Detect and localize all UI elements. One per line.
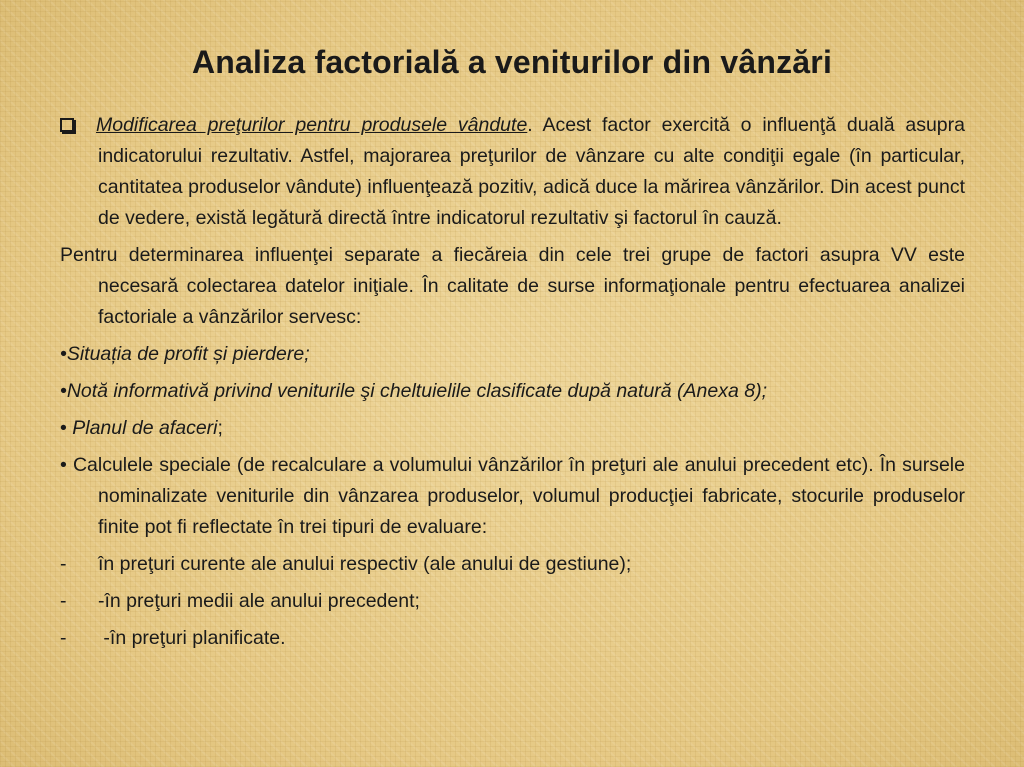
dash-mark: - xyxy=(60,590,67,612)
dash-item-planned-prices xyxy=(60,623,965,654)
dash-item-text: -în preţuri planificate. xyxy=(98,627,286,649)
dash-item-text: în preţuri curente ale anului respectiv (ale anului de gestiune); xyxy=(98,553,632,575)
bullet-mark: • xyxy=(60,417,73,439)
list-item-business-plan xyxy=(60,413,965,444)
dash-item-average-prices xyxy=(60,586,965,617)
paragraph-data-sources: Pentru determinarea influenţei separate a fiecăreia din cele trei grupe de factori asupra VV este necesară colectarea datelor iniţiale. În calitate de surse informaţionale pentru efectuarea analizei factoriale a vânzărilor servesc: xyxy=(60,244,965,328)
price-factor-heading: Modificarea preţurilor pentru produsele vândute xyxy=(96,114,528,136)
business-plan-end: ; xyxy=(217,417,223,439)
dash-item-current-prices xyxy=(60,549,965,580)
list-item-profit-loss: •Situația de profit și pierdere; xyxy=(60,343,310,365)
list-item-informative-note: •Notă informativă privind veniturile şi cheltuielile clasificate după natură (Anexa 8); xyxy=(60,380,768,402)
dash-item-text: -în preţuri medii ale anului precedent; xyxy=(98,590,420,612)
business-plan-text: Planul de afaceri xyxy=(72,417,218,439)
slide-title: Analiza factorială a veniturilor din vânzări xyxy=(191,44,833,80)
list-item-special-calculations: • Calculele speciale (de recalculare a volumului vânzărilor în preţuri ale anului precedent etc). În sursele nominalizate veniturile din vânzarea produselor, volumul producţiei fabricate, stocurile produselor finite pot fi reflectate în trei tipuri de evaluare: xyxy=(60,454,965,538)
slide-content xyxy=(60,110,965,660)
price-factor-text: . Acest factor exercită o influenţă duală asupra indicatorului rezultativ. Astfel, majorarea preţurilor de vânzare cu alte condiţii egale (în particular, cantitatea produselor vândute) influenţează pozitiv, adică duce la mărirea vânzărilor. Din acest punct de vedere, există legătură directă între indicatorul rezultativ şi factorul în cauză. xyxy=(98,114,965,229)
dash-mark: - xyxy=(60,627,67,649)
checkbox-bullet-icon xyxy=(60,118,74,132)
paragraph-price-factor xyxy=(60,110,965,234)
dash-mark: - xyxy=(60,553,67,575)
